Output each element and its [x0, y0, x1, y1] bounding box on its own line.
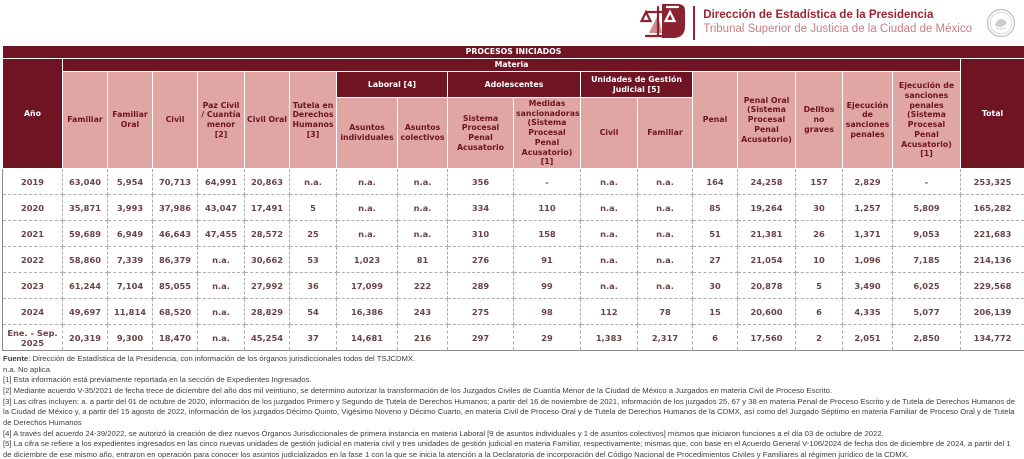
value-cell: n.a. — [290, 169, 337, 195]
footnote-3: [3] Las cifras incluyen: a. a partir del 01 de octubre de 2020, información de los juzgados Primero y Segundo de Tutela de Derechos Humanos; a partir del 16 de noviembre de 2021, información de los juzgados 25, 67 y 38 en materia Penal de Proceso Escrito y de Tutela de Derechos Humanos de la Ciudad de México y, a partir del 15 agosto de 2022, información de los juzgados Décimo Quinto, Vigésimo Noveno y Décimo Cuarto, en materia Civil de Proceso Oral y de Tutela de Derechos Humanos de la CDMX, así como del Juzgado Séptimo en materia Familiar de Proceso Oral y de Tutela de Derechos Humanos — [3, 396, 1015, 427]
value-cell: 63,040 — [63, 169, 108, 195]
value-cell: 27 — [693, 247, 738, 273]
col-header-familiar-oral: Familiar Oral — [108, 72, 153, 169]
value-cell: 222 — [398, 273, 448, 299]
value-cell: 49,697 — [63, 299, 108, 325]
value-cell: 19,264 — [738, 195, 796, 221]
value-cell: 21,381 — [738, 221, 796, 247]
group-header-ugj: Unidades de Gestión Judicial [5] — [581, 72, 693, 98]
value-cell: n.a. — [337, 195, 398, 221]
value-cell: n.a. — [581, 169, 638, 195]
value-cell: 51 — [693, 221, 738, 247]
value-cell: n.a. — [581, 195, 638, 221]
value-cell: 58,860 — [63, 247, 108, 273]
brand-text — [703, 9, 972, 37]
value-cell: 1,023 — [337, 247, 398, 273]
col-header-ugj-civil: Civil — [581, 98, 638, 169]
value-cell: n.a. — [638, 221, 693, 247]
value-cell: 6 — [693, 325, 738, 351]
value-cell: n.a. — [638, 247, 693, 273]
value-cell: 229,568 — [961, 273, 1024, 299]
year-cell: 2022 — [3, 247, 63, 273]
value-cell: 64,991 — [198, 169, 245, 195]
value-cell: n.a. — [638, 195, 693, 221]
value-cell: 61,244 — [63, 273, 108, 299]
value-cell: 37 — [290, 325, 337, 351]
value-cell: n.a. — [398, 169, 448, 195]
value-cell: 1,096 — [843, 247, 893, 273]
col-header-paz-civil: Paz Civil / Cuantía menor [2] — [198, 72, 245, 169]
col-header-ejecucion-sppa: Ejecución de sanciones penales (Sistema Procesal Penal Acusatorio) [1] — [893, 72, 961, 169]
value-cell: 243 — [398, 299, 448, 325]
value-cell: 356 — [448, 169, 514, 195]
value-cell: 7,104 — [108, 273, 153, 299]
value-cell: - — [893, 169, 961, 195]
value-cell: 1,257 — [843, 195, 893, 221]
value-cell: 221,683 — [961, 221, 1024, 247]
value-cell: 21,054 — [738, 247, 796, 273]
value-cell: 216 — [398, 325, 448, 351]
value-cell: 134,772 — [961, 325, 1024, 351]
value-cell: n.a. — [398, 195, 448, 221]
value-cell: 310 — [448, 221, 514, 247]
value-cell: 27,992 — [245, 273, 290, 299]
value-cell: 30 — [796, 195, 843, 221]
brand-bar — [0, 0, 1024, 45]
value-cell: n.a. — [638, 273, 693, 299]
value-cell: 3,993 — [108, 195, 153, 221]
value-cell: 45,254 — [245, 325, 290, 351]
value-cell: 47,455 — [198, 221, 245, 247]
group-header-laboral: Laboral [4] — [337, 72, 448, 98]
value-cell: 98 — [514, 299, 581, 325]
value-cell: 10 — [796, 247, 843, 273]
col-header-anio: Año — [3, 59, 63, 169]
value-cell: 289 — [448, 273, 514, 299]
footnote-2: [2] Mediante acuerdo V-35/2021 de fecha trece de diciembre del año dos mil veintiuno, se determino autorizar la transformación de los Juzgados Civiles de Cuantía Menor de la Ciudad de México a Juzgados en materia Civil de Proceso Escrito. — [3, 386, 832, 396]
col-header-sppa: Sistema Procesal Penal Acusatorio — [448, 98, 514, 169]
value-cell: 59,689 — [63, 221, 108, 247]
table-row — [3, 221, 1024, 247]
value-cell: 2,829 — [843, 169, 893, 195]
value-cell: 37,986 — [153, 195, 198, 221]
value-cell: 85 — [693, 195, 738, 221]
value-cell: n.a. — [198, 247, 245, 273]
value-cell: 36 — [290, 273, 337, 299]
value-cell: 214,136 — [961, 247, 1024, 273]
value-cell: 253,325 — [961, 169, 1024, 195]
value-cell: 112 — [581, 299, 638, 325]
value-cell: 5,809 — [893, 195, 961, 221]
value-cell: 70,713 — [153, 169, 198, 195]
value-cell: 15 — [693, 299, 738, 325]
value-cell: n.a. — [398, 221, 448, 247]
value-cell: 3,490 — [843, 273, 893, 299]
col-header-asuntos-colectivos: Asuntos colectivos — [398, 98, 448, 169]
value-cell: 20,319 — [63, 325, 108, 351]
value-cell: 14,681 — [337, 325, 398, 351]
org-title: Dirección de Estadística de la Presidencia — [703, 8, 934, 21]
value-cell: 11,814 — [108, 299, 153, 325]
value-cell: n.a. — [198, 273, 245, 299]
footnote-na: n.a. No aplica — [3, 364, 51, 374]
col-header-ejecucion: Ejecución de sanciones penales — [843, 72, 893, 169]
value-cell: 7,339 — [108, 247, 153, 273]
table-row — [3, 247, 1024, 273]
table-row — [3, 195, 1024, 221]
value-cell: 7,185 — [893, 247, 961, 273]
col-header-ugj-familiar: Familiar — [638, 98, 693, 169]
value-cell: 68,520 — [153, 299, 198, 325]
value-cell: 1,383 — [581, 325, 638, 351]
col-header-total: Total — [961, 59, 1024, 169]
org-subtitle: Tribunal Superior de Justicia de la Ciudad de México — [703, 22, 972, 35]
footnote-source — [3, 354, 1021, 365]
table-title: PROCESOS INICIADOS — [3, 46, 1024, 59]
value-cell: 24,258 — [738, 169, 796, 195]
value-cell: 206,139 — [961, 299, 1024, 325]
value-cell: 16,386 — [337, 299, 398, 325]
col-header-familiar: Familiar — [63, 72, 108, 169]
value-cell: n.a. — [581, 273, 638, 299]
value-cell: 275 — [448, 299, 514, 325]
brand-group — [637, 2, 972, 44]
value-cell: 25 — [290, 221, 337, 247]
value-cell: 165,282 — [961, 195, 1024, 221]
footnote-1: [1] Esta información está previamente reportada en la sección de Expedientes Ingresados. — [3, 375, 312, 385]
value-cell: 28,829 — [245, 299, 290, 325]
value-cell: 17,560 — [738, 325, 796, 351]
scales-of-justice-logo-icon — [637, 2, 687, 44]
value-cell: 30 — [693, 273, 738, 299]
value-cell: 35,871 — [63, 195, 108, 221]
value-cell: 29 — [514, 325, 581, 351]
year-cell: 2021 — [3, 221, 63, 247]
value-cell: n.a. — [581, 221, 638, 247]
value-cell: 5 — [290, 195, 337, 221]
col-header-delitos-no-graves: Delitos no graves — [796, 72, 843, 169]
value-cell: 17,099 — [337, 273, 398, 299]
col-header-penal-oral: Penal Oral (Sistema Procesal Penal Acusatorio) — [738, 72, 796, 169]
footnote-5: [5] La cifra se refiere a los expedientes ingresados en las cinco nuevas unidades de gestión judicial en materia civil y tres unidades de gestión judicial en materia Familiar, respectivamente; mismas que, con base en el Acuerdo General V-106/2024 de fecha dos de diciembre de 2024, a partir del 1 de diciembre de ese mismo año, entraron en operación para conocer los asuntos judicializados en la fase 1 con la que se inicia la atención a la Declaratoria de incorporación del Código Nacional de Procedimientos Civiles y Familiares al régimen jurídico de la CDMX. — [3, 439, 1011, 459]
value-cell: 4,335 — [843, 299, 893, 325]
value-cell: 26 — [796, 221, 843, 247]
value-cell: 86,379 — [153, 247, 198, 273]
value-cell: 46,643 — [153, 221, 198, 247]
footnote-4: [4] A través del acuerdo 24-39/2022, se autorizó la creación de diez nuevos Órganos Jurisdiccionales de primera instancia en materia Laboral [9 de asuntos individuales y 1 de asuntos colectivos] mismos que iniciaron funciones a el día 03 de octubre de 2022. — [3, 428, 884, 438]
value-cell: 2 — [796, 325, 843, 351]
value-cell: 2,051 — [843, 325, 893, 351]
footnote-source-text: : Dirección de Estadística de la Presidencia, con información de los órganos jurisdiccionales todos del TSJCDMX. — [28, 354, 416, 364]
value-cell: 53 — [290, 247, 337, 273]
value-cell: n.a. — [337, 169, 398, 195]
footnote-source-label: Fuente — [3, 354, 29, 364]
value-cell: n.a. — [337, 221, 398, 247]
year-cell: Ene. - Sep. 2025 — [3, 325, 63, 351]
table-body — [3, 169, 1024, 351]
col-header-civil: Civil — [153, 72, 198, 169]
value-cell: n.a. — [638, 169, 693, 195]
value-cell: 2,317 — [638, 325, 693, 351]
value-cell: 20,878 — [738, 273, 796, 299]
value-cell: 43,047 — [198, 195, 245, 221]
value-cell: 30,662 — [245, 247, 290, 273]
table-row — [3, 325, 1024, 351]
value-cell: 20,863 — [245, 169, 290, 195]
year-cell: 2024 — [3, 299, 63, 325]
group-header-adolescentes: Adolescentes — [448, 72, 581, 98]
value-cell: - — [514, 169, 581, 195]
value-cell: 297 — [448, 325, 514, 351]
value-cell: 9,300 — [108, 325, 153, 351]
value-cell: 158 — [514, 221, 581, 247]
value-cell: 81 — [398, 247, 448, 273]
value-cell: 6,025 — [893, 273, 961, 299]
brand-divider — [693, 6, 695, 40]
table-row — [3, 273, 1024, 299]
value-cell: n.a. — [198, 325, 245, 351]
value-cell: 5 — [796, 273, 843, 299]
col-header-asuntos-individuales: Asuntos individuales — [337, 98, 398, 169]
materia-band: Materia — [63, 59, 961, 72]
value-cell: 85,055 — [153, 273, 198, 299]
procesos-iniciados-table — [2, 45, 1024, 351]
value-cell: 99 — [514, 273, 581, 299]
value-cell: 91 — [514, 247, 581, 273]
col-header-medidas: Medidas sancionadoras (Sistema Procesal Penal Acusatorio) [1] — [514, 98, 581, 169]
value-cell: 334 — [448, 195, 514, 221]
col-header-civil-oral: Civil Oral — [245, 72, 290, 169]
government-seal-icon — [986, 8, 1016, 38]
value-cell: 28,572 — [245, 221, 290, 247]
year-cell: 2020 — [3, 195, 63, 221]
col-header-penal: Penal — [693, 72, 738, 169]
value-cell: n.a. — [581, 247, 638, 273]
value-cell: 17,491 — [245, 195, 290, 221]
value-cell: 6 — [796, 299, 843, 325]
value-cell: 78 — [638, 299, 693, 325]
year-cell: 2023 — [3, 273, 63, 299]
value-cell: 6,949 — [108, 221, 153, 247]
table-row — [3, 169, 1024, 195]
value-cell: 54 — [290, 299, 337, 325]
value-cell: 20,600 — [738, 299, 796, 325]
value-cell: 110 — [514, 195, 581, 221]
value-cell: n.a. — [198, 299, 245, 325]
footnotes — [0, 351, 1024, 459]
value-cell: 9,053 — [893, 221, 961, 247]
value-cell: 276 — [448, 247, 514, 273]
value-cell: 164 — [693, 169, 738, 195]
value-cell: 18,470 — [153, 325, 198, 351]
value-cell: 5,954 — [108, 169, 153, 195]
table-row — [3, 299, 1024, 325]
value-cell: 1,371 — [843, 221, 893, 247]
value-cell: 5,077 — [893, 299, 961, 325]
year-cell: 2019 — [3, 169, 63, 195]
value-cell: 2,850 — [893, 325, 961, 351]
col-header-tutela: Tutela en Derechos Humanos [3] — [290, 72, 337, 169]
value-cell: 157 — [796, 169, 843, 195]
